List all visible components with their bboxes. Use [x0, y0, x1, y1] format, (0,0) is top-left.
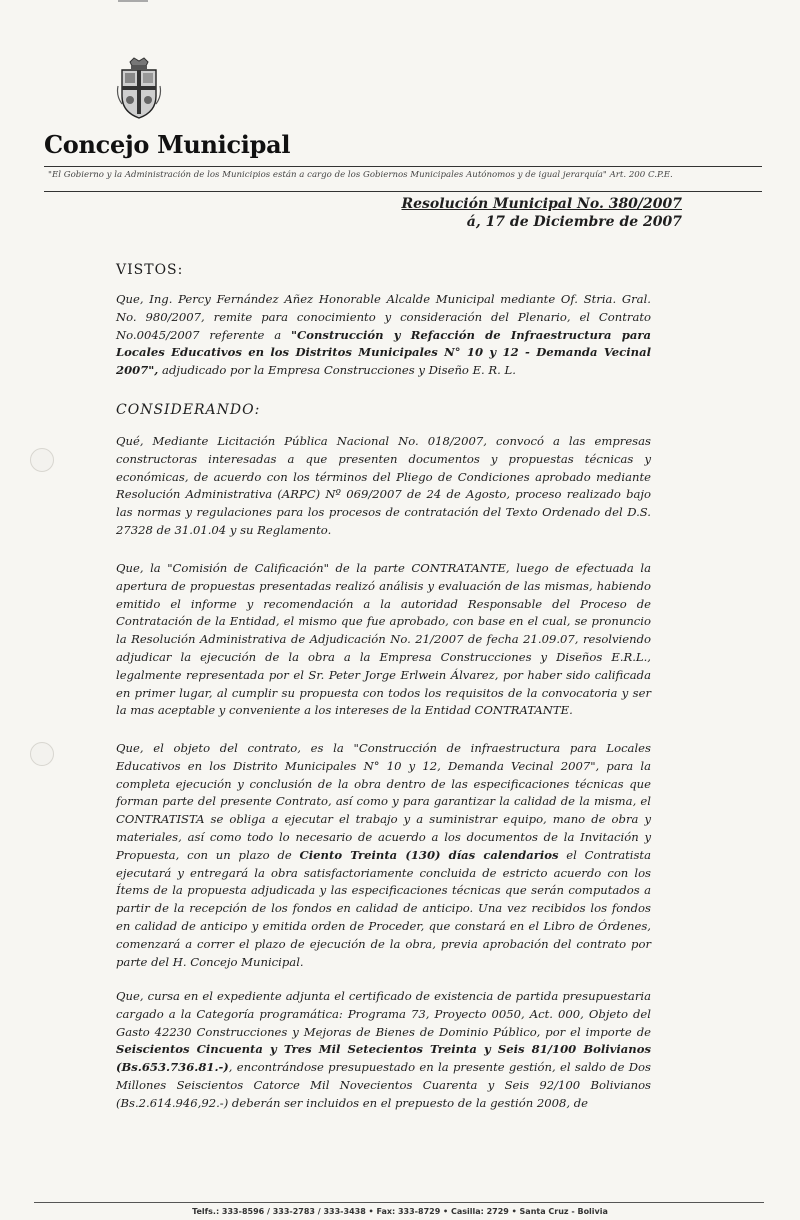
considerando-paragraph-4 — [116, 988, 651, 1113]
body-text: Que, Ing. Percy Fernández Añez Honorable Alcalde Municipal mediante Of. Stria. Gral. No. 980/2007, remite para conocimiento y consideración del Plenario, el Contrato No.0045/2007 referente a — [116, 292, 651, 342]
coat-of-arms-icon — [116, 56, 162, 120]
resolution-date: á, 17 de Diciembre de 2007 — [466, 214, 682, 230]
emphasized-text: "Construcción y Refacción de Infraestructura para Locales Educativos en los Distritos Municipales N° 10 y 12 - Demanda Vecinal 2007", — [116, 327, 652, 378]
body-text: Que, cursa en el expediente adjunta el certificado de existencia de partida presupuestaria cargado a la Categoría programática: Programa 73, Proyecto 0050, Act. 000, Objeto del Gasto 42230 Construcciones y Mejoras de Bienes de Dominio Público, por el importe de — [116, 989, 651, 1039]
header-divider — [44, 166, 762, 167]
punch-hole — [30, 448, 54, 472]
considerando-heading: CONSIDERANDO: — [116, 402, 261, 418]
emphasized-text: Ciento Treinta (130) días calendarios — [299, 847, 559, 862]
body-text: Que, el objeto del contrato, es la "Construcción de infraestructura para Locales Educativos en los Distrito Municipales N° 10 y 12, Demanda Vecinal 2007", para la completa ejecución y conclusión de la obra dentro de las especificaciones técnicas que forman parte del presente Contrato, así como y para garantizar la calidad de la misma, el CONTRATISTA se obliga a ejecutar el trabajo y a suministrar equipo, mano de obra y materiales, así como todo lo necesario de acuerdo a los documentos de la Invitación y Propuesta, con un plazo de — [116, 741, 651, 862]
footer-divider — [34, 1202, 764, 1203]
organization-name: Concejo Municipal — [44, 130, 291, 159]
vistos-heading: VISTOS: — [116, 262, 184, 278]
body-text: Que, la "Comisión de Calificación" de la parte CONTRATANTE, luego de efectuada la apertura de propuestas presentadas realizó análisis y evaluación de las mismas, habiendo emitido el informe y recomendación a la autoridad Responsable del Proceso de Contratación de la Entidad, el mismo que fue aprobado, con base en el cual, se pronuncio la Resolución Administrativa de Adjudicación No. 21/2007 de fecha 21.09.07, resolviendo adjudicar la ejecución de la obra a la Empresa Construcciones y Diseños E.R.L., legalmente representada por el Sr. Peter Jorge Erlwein Álvarez, por haber sido calificada en primer lugar, al cumplir su propuesta con todos los requisitos de la convocatoria y ser la mas aceptable y conveniente a los intereses de la Entidad CONTRATANTE. — [116, 561, 651, 718]
header-divider — [44, 191, 762, 192]
considerando-paragraph-2 — [116, 560, 651, 720]
body-text: Qué, Mediante Licitación Pública Nacional No. 018/2007, convocó a las empresas constructoras interesadas a que presenten documentos y propuestas técnicas y económicas, de acuerdo con los términos del Pliego de Condiciones aprobado mediante Resolución Administrativa (ARPC) Nº 069/2007 de 24 de Agosto, proceso realizado bajo las normas y regulaciones para los procesos de contratación del Texto Ordenado del D.S. 27328 de 31.01.04 y su Reglamento. — [116, 434, 651, 537]
scan-mark — [118, 0, 148, 2]
body-text: , encontrándose presupuestado en la presente gestión, el saldo de Dos Millones Seiscientos Catorce Mil Novecientos Cuarenta y Seis 92/100 Bolivianos (Bs.2.614.946,92.-) deberán ser incluidos en el prepuesto de la gestión 2008, de — [116, 1060, 651, 1110]
body-text: adjudicado por la Empresa Construcciones y Diseño E. R. L. — [158, 363, 516, 378]
punch-hole — [30, 742, 54, 766]
considerando-paragraph-3 — [116, 740, 651, 971]
body-text: el Contratista ejecutará y entregará la obra satisfactoriamente concluida de estricto acuerdo con los Ítems de la propuesta adjudicada y las especificaciones técnicas que serán computados a partir de la recepción de los fondos en calidad de anticipo. Una vez recibidos los fondos en calidad de anticipo y emitida orden de Proceder, que constará en el Libro de Órdenes, comenzará a correr el plazo de ejecución de la obra, previa aprobación del contrato por parte del H. Concejo Municipal. — [116, 847, 651, 969]
vistos-paragraph — [116, 291, 651, 380]
footer-contact: Telfs.: 333-8596 / 333-2783 / 333-3438 • Fax: 333-8729 • Casilla: 2729 • Santa Cruz - Bolivia — [192, 1207, 608, 1216]
considerando-paragraph-1 — [116, 433, 651, 540]
emphasized-text: Seiscientos Cincuenta y Tres Mil Setecientos Treinta y Seis 81/100 Bolivianos (Bs.653.736.81.-) — [116, 1042, 651, 1075]
resolution-number: Resolución Municipal No. 380/2007 — [401, 196, 682, 212]
motto-text: "El Gobierno y la Administración de los Municipios están a cargo de los Gobiernos Municipales Autónomos y de igual jerarquía" Art. 200 C.P.E. — [48, 170, 673, 180]
